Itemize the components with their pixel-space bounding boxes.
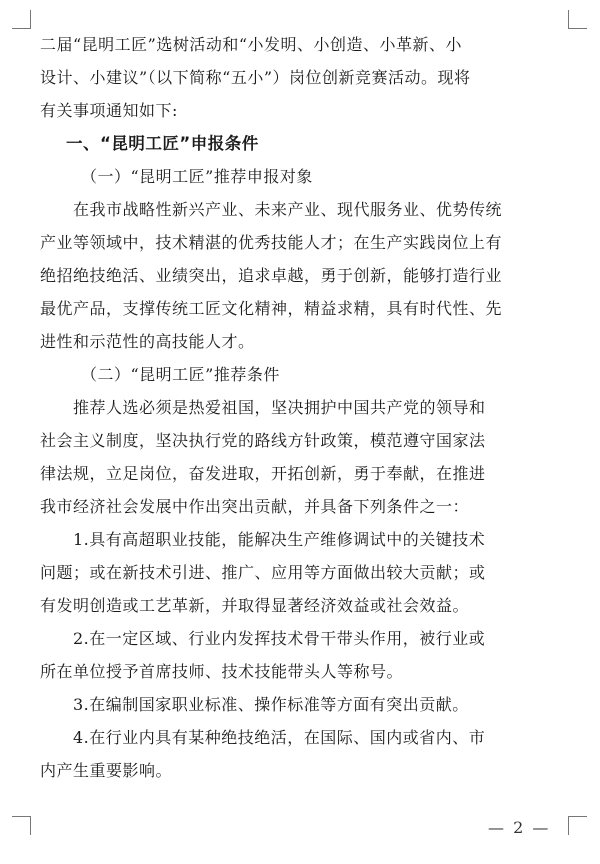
- text-line: 有关事项通知如下:: [40, 101, 178, 120]
- text-line: 产业等领域中，技术精湛的优秀技能人才；在生产实践岗位上有: [40, 233, 503, 252]
- text-line: 设计、小建议”（以下简称“五小”）岗位创新竞赛活动。现将: [40, 68, 471, 87]
- subsection-heading: （二）“昆明工匠”推荐条件: [81, 365, 280, 384]
- text-line: 我市经济社会发展中作出突出贡献，并具备下列条件之一：: [40, 497, 470, 516]
- text-line: 在我市战略性新兴产业、未来产业、现代服务业、优势传统: [73, 200, 503, 219]
- section-heading: 一、“昆明工匠”申报条件: [66, 134, 259, 153]
- text-line: 进性和示范性的高技能人才。: [40, 332, 255, 351]
- text-line: 3.在编制国家职业标准、操作标准等方面有突出贡献。: [73, 695, 469, 714]
- text-line: 有发明创造或工艺革新，并取得显著经济效益或社会效益。: [40, 596, 470, 615]
- crop-mark-bottom-left: [12, 816, 31, 835]
- text-line: 推荐人选必须是热爱祖国，坚决拥护中国共产党的领导和: [73, 398, 486, 417]
- page-number: — 2 —: [488, 818, 551, 837]
- text-line: 绝招绝技绝活、业绩突出，追求卓越，勇于创新，能够打造行业: [40, 266, 503, 285]
- text-line: 律法规，立足岗位，奋发进取，开拓创新，勇于奉献，在推进: [40, 464, 486, 483]
- text-line: 内产生重要影响。: [40, 761, 173, 780]
- text-line: 2.在一定区域、行业内发挥技术骨干带头作用，被行业或: [73, 629, 486, 648]
- text-line: 最优产品，支撑传统工匠文化精神，精益求精，具有时代性、先: [40, 299, 503, 318]
- document-body: [40, 28, 560, 787]
- text-line: 二届“昆明工匠”选树活动和“小发明、小创造、小革新、小: [40, 35, 463, 54]
- text-line: 问题；或在新技术引进、推广、应用等方面做出较大贡献；或: [40, 563, 486, 582]
- crop-mark-top-right: [568, 10, 587, 29]
- crop-mark-bottom-right: [568, 816, 587, 835]
- text-line: 社会主义制度，坚决执行党的路线方针政策，模范遵守国家法: [40, 431, 486, 450]
- crop-mark-top-left: [12, 10, 31, 29]
- text-line: 4.在行业内具有某种绝技绝活，在国际、国内或省内、市: [73, 728, 486, 747]
- text-line: 所在单位授予首席技师、技术技能带头人等称号。: [40, 662, 404, 681]
- subsection-heading: （一）“昆明工匠”推荐申报对象: [81, 167, 313, 186]
- text-line: 1.具有高超职业技能，能解决生产维修调试中的关键技术: [73, 530, 486, 549]
